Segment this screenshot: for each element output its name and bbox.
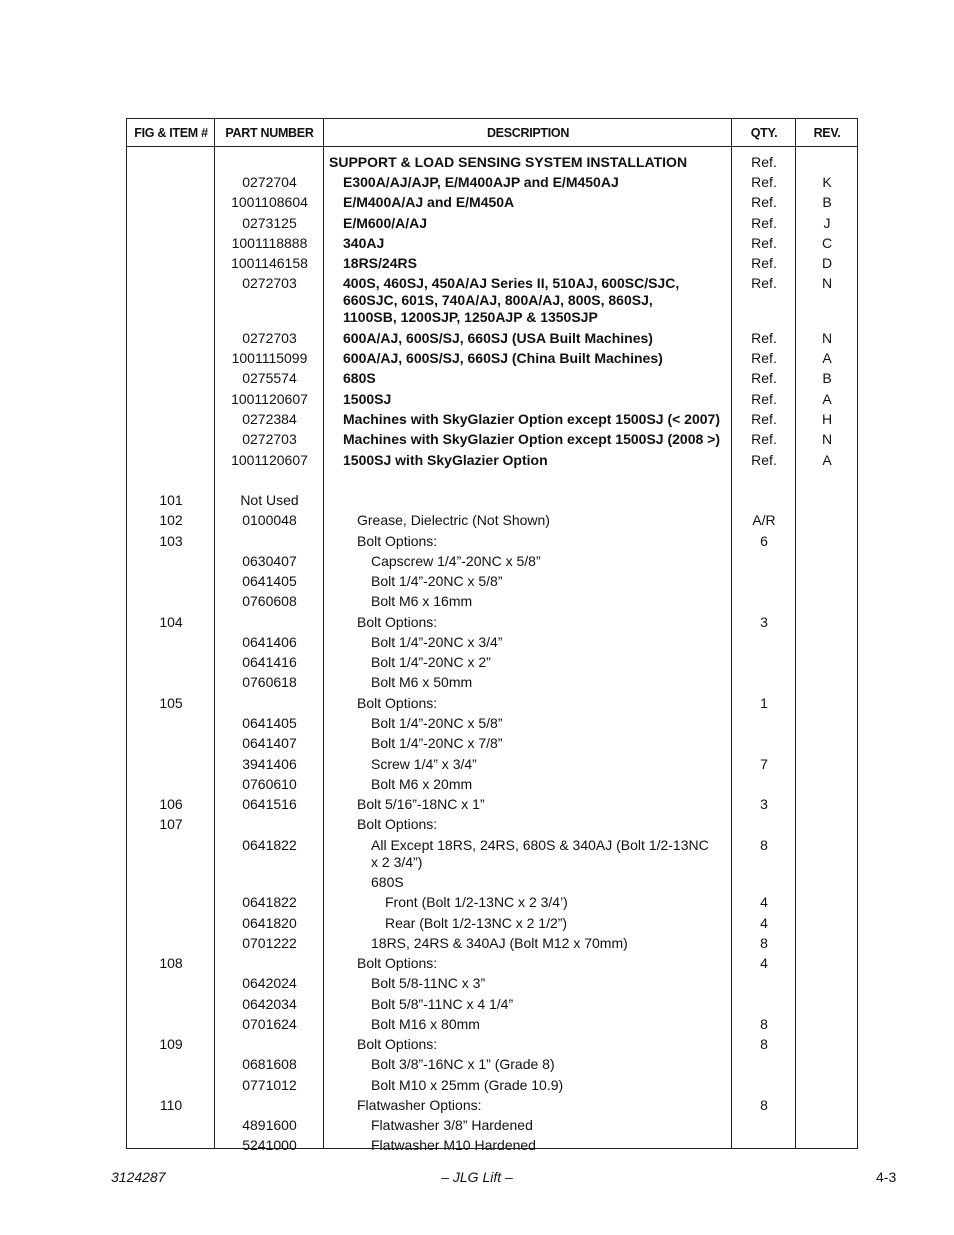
qty-cell: Ref. <box>751 391 777 407</box>
part-number-cell: 0641405 <box>242 573 297 589</box>
part-number-cell: 0272384 <box>242 411 297 427</box>
part-number-cell: 0641407 <box>242 735 297 751</box>
description-cell: All Except 18RS, 24RS, 680S & 340AJ (Bolt 1/2-13NC x 2 3/4”) <box>371 837 709 870</box>
description-cell: Grease, Dielectric (Not Shown) <box>357 512 550 528</box>
header-part-number: PART NUMBER <box>225 125 314 140</box>
qty-cell: 8 <box>760 935 768 951</box>
description-cell: Machines with SkyGlazier Option except 1500SJ (2008 >) <box>343 431 720 447</box>
description-cell: 400S, 460SJ, 450A/AJ Series II, 510AJ, 600SC/SJC, 660SJC, 601S, 740A/AJ, 800A/AJ, 800S, 860SJ, 1100SB, 1200SJP, 1250AJP & 1350SJP <box>343 275 680 325</box>
description-cell: 680S <box>371 874 404 890</box>
rev-cell: N <box>821 330 833 346</box>
description-cell: Capscrew 1/4”-20NC x 5/8” <box>371 553 541 569</box>
header-fig-item: FIG & ITEM # <box>134 125 208 140</box>
part-number-cell: 1001120607 <box>231 391 308 407</box>
rev-cell: J <box>823 215 831 231</box>
rev-cell: H <box>821 411 833 427</box>
fig-item-cell: 101 <box>159 492 183 508</box>
description-cell: Front (Bolt 1/2-13NC x 2 3/4’) <box>385 894 568 910</box>
fig-item-cell: 107 <box>159 816 183 832</box>
part-number-cell: 0681608 <box>242 1056 297 1072</box>
part-number-cell: 4891600 <box>242 1117 297 1133</box>
qty-cell: 6 <box>760 533 768 549</box>
qty-cell: 8 <box>760 1036 768 1052</box>
description-cell: 1500SJ with SkyGlazier Option <box>343 452 548 468</box>
rev-cell: N <box>821 275 833 291</box>
page-number: 4-3 <box>876 1169 897 1185</box>
description-cell: 680S <box>343 370 376 386</box>
part-number-cell: 0641416 <box>242 654 297 670</box>
column-divider <box>795 119 796 1148</box>
description-cell: Bolt Options: <box>357 816 438 832</box>
footer-center: – JLG Lift – <box>441 1169 513 1185</box>
fig-item-cell: 106 <box>159 796 183 812</box>
description-cell: Flatwasher 3/8” Hardened <box>371 1117 533 1133</box>
part-number-cell: 0760618 <box>242 674 297 690</box>
rev-cell: D <box>821 255 833 271</box>
qty-cell: 3 <box>760 796 768 812</box>
rev-cell: B <box>822 194 832 210</box>
qty-cell: Ref. <box>751 194 777 210</box>
part-number-cell: 0641405 <box>242 715 297 731</box>
description-cell: 600A/AJ, 600S/SJ, 660SJ (China Built Machines) <box>343 350 663 366</box>
part-number-cell: 0760610 <box>242 776 297 792</box>
part-number-cell: 1001108604 <box>231 194 308 210</box>
part-number-cell: 1001146158 <box>231 255 308 271</box>
qty-cell: 1 <box>760 695 768 711</box>
description-cell: 18RS/24RS <box>343 255 417 271</box>
description-cell: E/M600/A/AJ <box>343 215 428 231</box>
qty-cell: 4 <box>760 955 768 971</box>
description-cell: Bolt 1/4”-20NC x 2” <box>371 654 491 670</box>
qty-cell: Ref. <box>751 275 777 291</box>
part-number-cell: 0701222 <box>242 935 297 951</box>
part-number-cell: 1001120607 <box>231 452 308 468</box>
part-number-cell: 0771012 <box>242 1077 297 1093</box>
qty-cell: Ref. <box>751 255 777 271</box>
qty-cell: 4 <box>760 894 768 910</box>
rev-cell: A <box>822 391 832 407</box>
part-number-cell: 0630407 <box>242 553 297 569</box>
fig-item-cell: 104 <box>159 614 183 630</box>
description-cell: Bolt M6 x 50mm <box>371 674 473 690</box>
part-number-cell: 0272704 <box>242 174 297 190</box>
part-number-cell: 0642024 <box>242 975 297 991</box>
header-qty: QTY. <box>750 125 778 140</box>
qty-cell: 8 <box>760 1016 768 1032</box>
rev-cell: A <box>822 350 832 366</box>
qty-cell: Ref. <box>751 235 777 251</box>
fig-item-cell: 109 <box>159 1036 183 1052</box>
part-number-cell: 0272703 <box>242 431 297 447</box>
qty-cell: Ref. <box>751 452 777 468</box>
description-cell: 340AJ <box>343 235 385 251</box>
part-number-cell: 0100048 <box>242 512 297 528</box>
part-number-cell: 0272703 <box>242 330 297 346</box>
rev-cell: A <box>822 452 832 468</box>
part-number-cell: 0275574 <box>242 370 297 386</box>
description-cell: 1500SJ <box>343 391 392 407</box>
description-cell: Bolt M16 x 80mm <box>371 1016 480 1032</box>
part-number-cell: 0641820 <box>242 915 297 931</box>
description-cell: Bolt M10 x 25mm (Grade 10.9) <box>371 1077 564 1093</box>
description-cell: Bolt 3/8”-16NC x 1” (Grade 8) <box>371 1056 555 1072</box>
description-cell: Bolt 1/4”-20NC x 3/4” <box>371 634 503 650</box>
description-cell: Rear (Bolt 1/2-13NC x 2 1/2”) <box>385 915 568 931</box>
description-cell: Bolt Options: <box>357 1036 438 1052</box>
header-rev: REV. <box>813 125 841 140</box>
description-cell: Flatwasher Options: <box>357 1097 482 1113</box>
qty-cell: A/R <box>752 512 776 528</box>
rev-cell: K <box>822 174 832 190</box>
description-cell: 18RS, 24RS & 340AJ (Bolt M12 x 70mm) <box>371 935 628 951</box>
description-cell: Bolt Options: <box>357 533 438 549</box>
qty-cell: Ref. <box>751 330 777 346</box>
description-cell: Bolt M6 x 20mm <box>371 776 473 792</box>
description-cell: Bolt 1/4”-20NC x 5/8” <box>371 715 503 731</box>
part-number-cell: 3941406 <box>242 756 297 772</box>
description-cell: Bolt 5/8-11NC x 3” <box>371 975 486 991</box>
qty-cell: Ref. <box>751 370 777 386</box>
header-divider <box>127 146 857 147</box>
description-cell: Bolt 5/8”-11NC x 4 1/4” <box>371 996 514 1012</box>
fig-item-cell: 110 <box>159 1097 183 1113</box>
part-number-cell: 5241000 <box>242 1137 297 1153</box>
part-number-cell: 0760608 <box>242 593 297 609</box>
description-cell: Bolt Options: <box>357 955 438 971</box>
rev-cell: C <box>821 235 833 251</box>
description-cell: 600A/AJ, 600S/SJ, 660SJ (USA Built Machines) <box>343 330 653 346</box>
qty-cell: Ref. <box>751 174 777 190</box>
fig-item-cell: 103 <box>159 533 183 549</box>
part-number-cell: 1001118888 <box>231 235 308 251</box>
description-cell: Machines with SkyGlazier Option except 1500SJ (< 2007) <box>343 411 720 427</box>
fig-item-cell: 108 <box>159 955 183 971</box>
description-cell: Bolt 1/4”-20NC x 7/8” <box>371 735 503 751</box>
qty-cell: 8 <box>760 837 768 853</box>
description-cell: Bolt 5/16”-18NC x 1” <box>357 796 485 812</box>
part-number-cell: 0641822 <box>242 894 297 910</box>
qty-cell: Ref. <box>751 154 777 170</box>
parts-table <box>126 118 858 1153</box>
qty-cell: 4 <box>760 915 768 931</box>
part-number-cell: 0272703 <box>242 275 297 291</box>
description-cell: Screw 1/4” x 3/4” <box>371 756 477 772</box>
part-number-cell: 0641516 <box>242 796 297 812</box>
part-number-cell: 0642034 <box>242 996 297 1012</box>
description-cell: E300A/AJ/AJP, E/M400AJP and E/M450AJ <box>343 174 619 190</box>
rev-cell: B <box>822 370 832 386</box>
part-number-cell: Not Used <box>240 492 299 508</box>
qty-cell: 8 <box>760 1097 768 1113</box>
qty-cell: 3 <box>760 614 768 630</box>
description-cell: Flatwasher M10 Hardened <box>371 1137 536 1153</box>
description-cell: SUPPORT & LOAD SENSING SYSTEM INSTALLATION <box>329 154 688 170</box>
description-cell: Bolt M6 x 16mm <box>371 593 473 609</box>
qty-cell: Ref. <box>751 411 777 427</box>
rev-cell: N <box>821 431 833 447</box>
fig-item-cell: 102 <box>159 512 183 528</box>
part-number-cell: 0641406 <box>242 634 297 650</box>
fig-item-cell: 105 <box>159 695 183 711</box>
description-cell: Bolt Options: <box>357 614 438 630</box>
qty-cell: Ref. <box>751 431 777 447</box>
part-number-cell: 0641822 <box>242 837 297 853</box>
header-description: DESCRIPTION <box>486 125 570 140</box>
qty-cell: Ref. <box>751 350 777 366</box>
part-number-cell: 1001115099 <box>231 350 308 366</box>
doc-number: 3124287 <box>111 1169 166 1185</box>
part-number-cell: 0273125 <box>242 215 297 231</box>
qty-cell: Ref. <box>751 215 777 231</box>
qty-cell: 7 <box>760 756 768 772</box>
description-cell: Bolt 1/4”-20NC x 5/8” <box>371 573 503 589</box>
description-cell: Bolt Options: <box>357 695 438 711</box>
description-cell: E/M400A/AJ and E/M450A <box>343 194 515 210</box>
part-number-cell: 0701624 <box>242 1016 297 1032</box>
